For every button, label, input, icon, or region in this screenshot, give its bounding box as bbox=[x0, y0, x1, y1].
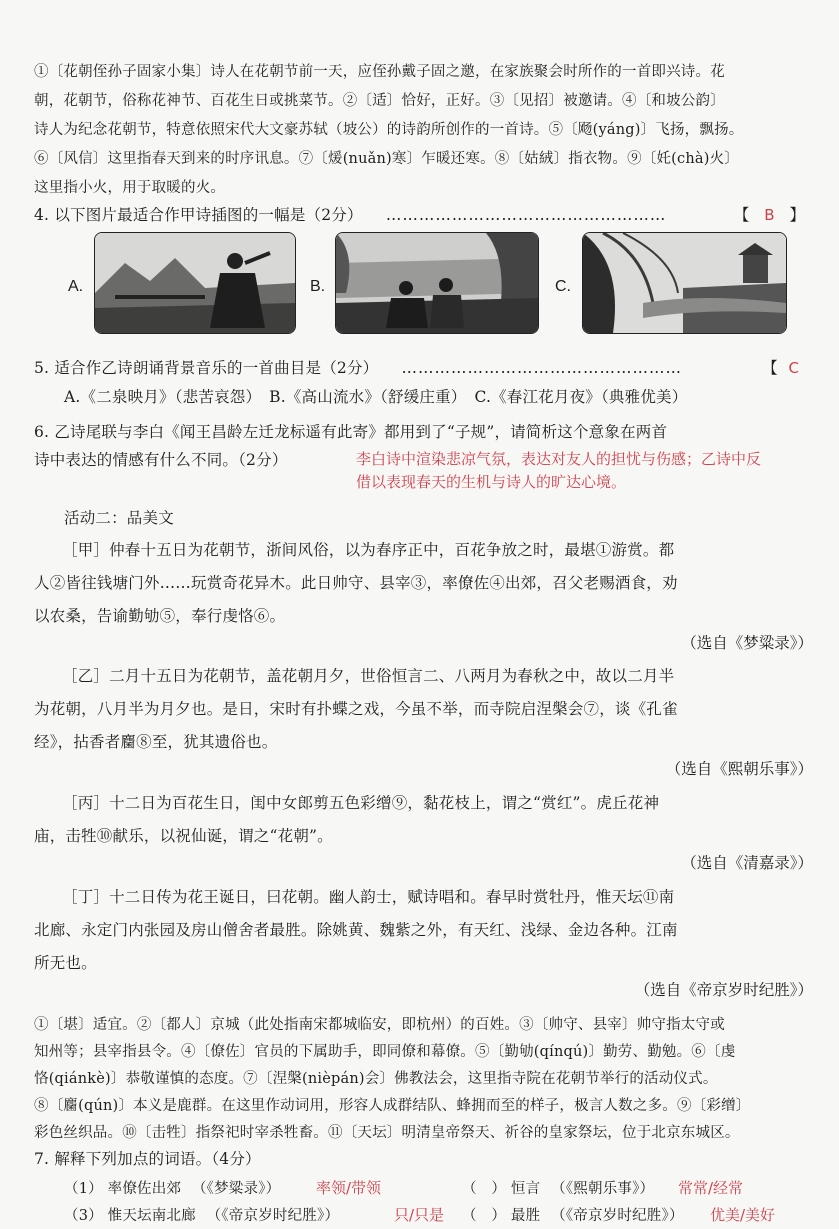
item-phrase: 最胜 bbox=[510, 1208, 541, 1224]
note-line-3: 诗人为纪念花朝节，特意依照宋代大文豪苏轼（坡公）的诗韵所创作的一首诗。⑤〔飏(yáng)〕飞扬，飘扬。 bbox=[34, 122, 744, 138]
item-source: （《帝京岁时纪胜》） bbox=[551, 1208, 684, 1224]
passage-yi-source: （选自《熙朝乐事》） bbox=[665, 760, 813, 778]
note-line-4: ⑥〔风信〕这里指春天到来的时序讯息。⑦〔煖(nuǎn)寒〕乍暖还寒。⑧〔姑絨〕指衣物。⑨〔奼(chà)火〕 bbox=[34, 151, 739, 167]
question-7-answer-4: 优美/美好 bbox=[710, 1206, 776, 1224]
passage-ding-source: （选自《帝京岁时纪胜》） bbox=[634, 981, 813, 999]
question-4 bbox=[34, 203, 817, 225]
annotation-line-3: 恪(qiánkè)〕恭敬谨慎的态度。⑦〔涅槃(nièpán)会〕佛教法会，这里指寺院在花朝节举行的活动仪式。 bbox=[34, 1071, 718, 1087]
passage-bing-source: （选自《清嘉录》） bbox=[681, 854, 813, 872]
note-line-5: 这里指小火，用于取暖的火。 bbox=[34, 180, 226, 196]
question-7-title: 7. 解释下列加点的词语。（4分） bbox=[34, 1150, 261, 1168]
question-5-options: A.《二泉映月》（悲苦哀怨） B.《高山流水》（舒缓庄重） C.《春江花月夜》（典雅优美） bbox=[64, 388, 688, 406]
passage-ding-line-2: 北廊、永定门内张园及房山僧舍者最胜。除姚黄、魏紫之外，有天红、浅绿、金边各种。江南 bbox=[34, 921, 678, 939]
item-phrase: 惟天坛南北廊 bbox=[107, 1208, 196, 1224]
question-6-line-2: 诗中表达的情感有什么不同。（2分） bbox=[34, 451, 288, 469]
annotation-line-4: ⑧〔麕(qún)〕本义是鹿群。在这里作动词用，形容人成群结队、蜂拥而至的样子，极言人数之多。⑨〔彩缯〕 bbox=[34, 1098, 751, 1114]
item-number: （3） bbox=[64, 1208, 103, 1224]
item-number: （ ） bbox=[462, 1181, 507, 1197]
note-line-1: ①〔花朝侄孙子固家小集〕诗人在花朝节前一天，应侄孙戴子固之邀，在家族聚会时所作的一首即兴诗。花 bbox=[34, 64, 725, 80]
question-6-line-1: 6. 乙诗尾联与李白《闻王昌龄左迁龙标遥有此寄》都用到了“子规”，请简析这个意象在两首 bbox=[34, 423, 668, 441]
activity-2-heading: 活动二：品美文 bbox=[64, 509, 174, 527]
passage-yi-line-1: ［乙］二月十五日为花朝节，盖花朝月夕，世俗恒言二、八两月为春秋之中，故以二月半 bbox=[62, 667, 675, 685]
question-6-answer-line-1: 李白诗中渲染悲凉气氛，表达对友人的担忧与伤感；乙诗中反 bbox=[356, 450, 762, 468]
item-source: （《梦粱录》） bbox=[191, 1181, 281, 1197]
passage-yi-line-2: 为花朝，八月半为月夕也。是日，宋时有扑蝶之戏，今虽不举，而寺院启涅槃会⑦，谈《孔雀 bbox=[34, 700, 678, 718]
question-7-answer-3: 只/只是 bbox=[394, 1206, 445, 1224]
passage-bing-line-2: 庙，击牲⑩献乐，以祝仙诞，谓之“花朝”。 bbox=[34, 827, 333, 845]
question-7-answer-1: 率领/带领 bbox=[316, 1179, 382, 1197]
item-number: （ ） bbox=[462, 1208, 507, 1224]
passage-jia-line-2: 人②皆往钱塘门外……玩赏奇花异木。此日帅守、县宰③，率僚佐④出郊，召父老赐酒食，劝 bbox=[34, 574, 678, 592]
passage-ding-line-1: ［丁］十二日传为花王诞日，曰花朝。幽人韵士，赋诗唱和。春早时赏牡丹，惟天坛⑪南 bbox=[62, 888, 675, 906]
question-4-answer: B bbox=[764, 206, 775, 224]
bracket-open: 【 bbox=[762, 359, 778, 377]
question-5-answer-bracket bbox=[762, 356, 805, 378]
illustration-c bbox=[582, 232, 787, 334]
item-phrase: 率僚佐出郊 bbox=[107, 1181, 182, 1197]
option-a-label: A. bbox=[68, 278, 84, 295]
item-phrase: 恒言 bbox=[510, 1181, 541, 1197]
question-7-item-2 bbox=[462, 1177, 817, 1198]
item-number: （1） bbox=[64, 1181, 103, 1197]
passage-bing-line-1: ［丙］十二日为百花生日，闺中女郎剪五色彩缯⑨，黏花枝上，谓之“赏红”。虎丘花神 bbox=[62, 794, 660, 812]
item-source: （《帝京岁时纪胜》） bbox=[206, 1208, 340, 1224]
passage-jia-line-3: 以农桑，告谕勤劬⑤，奉行虔恪⑥。 bbox=[34, 607, 286, 625]
question-5-dots: …………………………………………… bbox=[401, 359, 683, 377]
passage-jia-line-1: ［甲］仲春十五日为花朝节，浙间风俗，以为春序正中，百花争放之时，最堪①游赏。都 bbox=[62, 541, 675, 559]
passage-jia-source: （选自《梦粱录》） bbox=[681, 634, 813, 652]
annotation-line-1: ①〔堪〕适宜。②〔都人〕京城（此处指南宋都城临安，即杭州）的百姓。③〔帅守、县宰〕帅守指太守或 bbox=[34, 1017, 725, 1033]
question-6-answer-line-2: 借以表现春天的生机与诗人的旷达心境。 bbox=[356, 473, 627, 491]
question-5-answer: C bbox=[788, 359, 799, 377]
question-4-text: 4. 以下图片最适合作甲诗插图的一幅是（2分） bbox=[34, 206, 363, 224]
passage-yi-line-3: 经》，拈香者麕⑧至，犹其遗俗也。 bbox=[34, 733, 278, 751]
question-5 bbox=[34, 356, 817, 378]
annotation-line-5: 彩色丝织品。⑩〔击牲〕指祭祀时宰杀牲畜。⑪〔天坛〕明清皇帝祭天、祈谷的皇家祭坛，位于北京东城区。 bbox=[34, 1125, 740, 1141]
bracket-open: 【 bbox=[733, 206, 750, 224]
item-source: （《熙朝乐事》） bbox=[551, 1181, 655, 1197]
option-b-label: B. bbox=[310, 278, 326, 295]
bracket-close: 】 bbox=[789, 206, 805, 224]
passage-ding-line-3: 所无也。 bbox=[34, 954, 97, 972]
illustration-a bbox=[94, 232, 296, 334]
question-4-answer-bracket bbox=[734, 203, 805, 225]
note-line-2: 朝，花朝节，俗称花神节、百花生日或挑菜节。②〔适〕恰好，正好。③〔见招〕被邀请。④〔和坡公韵〕 bbox=[34, 93, 725, 109]
question-5-text: 5. 适合作乙诗朗诵背景音乐的一首曲目是（2分） bbox=[34, 359, 379, 377]
question-4-dots: …………………………………………… bbox=[385, 206, 667, 224]
annotation-line-2: 知州等；县宰指县令。④〔僚佐〕官员的下属助手，即同僚和幕僚。⑤〔勤劬(qínqú)〕勤劳、勤勉。⑥〔虔 bbox=[34, 1044, 736, 1060]
illustration-b bbox=[335, 232, 539, 334]
question-7-answer-2: 常常/经常 bbox=[678, 1179, 744, 1197]
option-c-label: C. bbox=[555, 278, 571, 295]
